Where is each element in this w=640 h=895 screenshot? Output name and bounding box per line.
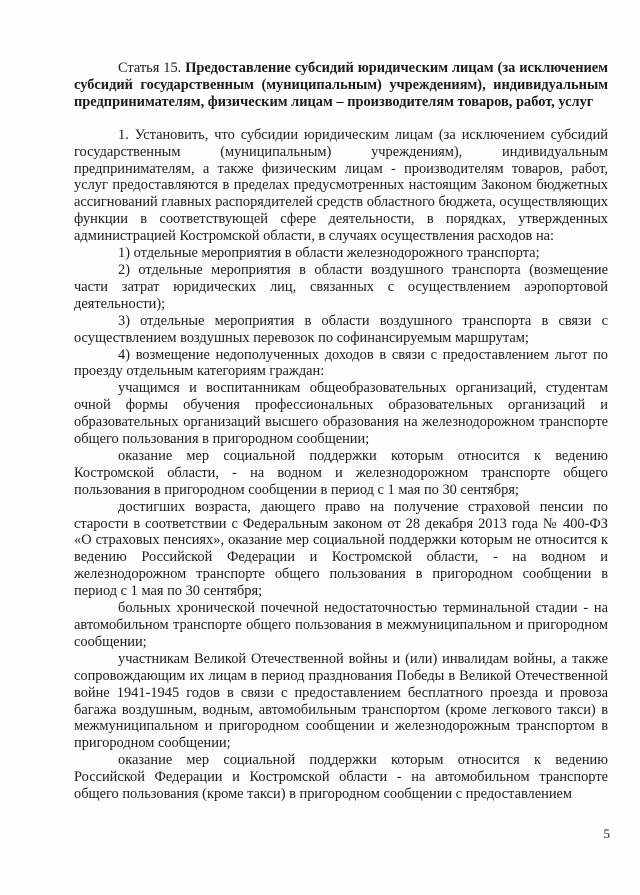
paragraph-kidney-patients: больных хронической почечной недостаточностью терминальной стадии - на автомобильном транспорте общего пользования в межмуниципальном и пригородном сообщении; [74, 600, 608, 650]
paragraph-item-3: 3) отдельные мероприятия в области воздушного транспорта в связи с осуществлением воздушных перевозок по софинансируемым маршрутам; [74, 312, 608, 346]
paragraph-war-veterans: участникам Великой Отечественной войны и (или) инвалидам войны, а также сопровождающим их лицам в период празднования Победы в Великой Отечественной войне 1941-1945 годов в связи с предоставлением бесплатного проезда и провоза багажа воздушным, водным, автомобильным транспортом (кроме легкового такси) в межмуниципальном и пригородном сообщении и железнодорожным транспортом в пригородном сообщении; [74, 650, 608, 752]
paragraph-pension-age: достигших возраста, дающего право на получение страховой пенсии по старости в соответствии с Федеральным законом от 28 декабря 2013 года № 400-ФЗ «О страховых пенсиях», оказание мер социальной поддержки которым не относится к ведению Российской Федерации и Костромской области, - на водном и железнодорожном транспорте общего пользования в пригородном сообщении в период с 1 мая по 30 сентября; [74, 498, 608, 600]
document-page [74, 60, 608, 803]
article-title: Предоставление субсидий юридическим лицам (за исключением субсидий государственным (муниципальным) учреждениям), индивидуальным предпринимателям, физическим лицам – производителям товаров, работ, услуг [74, 60, 608, 110]
article-number: Статья 15. [118, 60, 186, 76]
paragraph-intro: 1. Установить, что субсидии юридическим лицам (за исключением субсидий государственным (муниципальным) учреждениям), индивидуальным предпринимателям, а также физическим лицам - производителям товаров, работ, услуг предоставляются в пределах предусмотренных настоящим Законом бюджетных ассигнований главных распорядителей средств областного бюджета, осуществляющих функции в соответствующей сфере деятельности, в порядках, утвержденных администрацией Костромской области, в случаях осуществления расходов на: [74, 126, 608, 245]
paragraph-students: учащимся и воспитанникам общеобразовательных организаций, студентам очной формы обучения профессиональных образовательных организаций и образовательных организаций высшего образования на железнодорожном транспорте общего пользования в пригородном сообщении; [74, 380, 608, 448]
paragraph-item-4: 4) возмещение недополученных доходов в связи с предоставлением льгот по проезду отдельным категориям граждан: [74, 346, 608, 380]
page-number: 5 [603, 826, 610, 841]
article-heading [74, 60, 608, 111]
paragraph-regional-support: оказание мер социальной поддержки которым относится к ведению Костромской области, - на водном и железнодорожном транспорте общего пользования в пригородном сообщении в период с 1 мая по 30 сентября; [74, 447, 608, 498]
paragraph-item-2: 2) отдельные мероприятия в области воздушного транспорта (возмещение части затрат юридических лиц, связанных с осуществлением аэропортовой деятельности); [74, 261, 608, 312]
paragraph-federal-support: оказание мер социальной поддержки которым относится к ведению Российской Федерации и Костромской области - на автомобильном транспорте общего пользования (кроме такси) в пригородном сообщении с предоставлением [74, 752, 608, 803]
paragraph-item-1: 1) отдельные мероприятия в области железнодорожного транспорта; [118, 245, 540, 262]
